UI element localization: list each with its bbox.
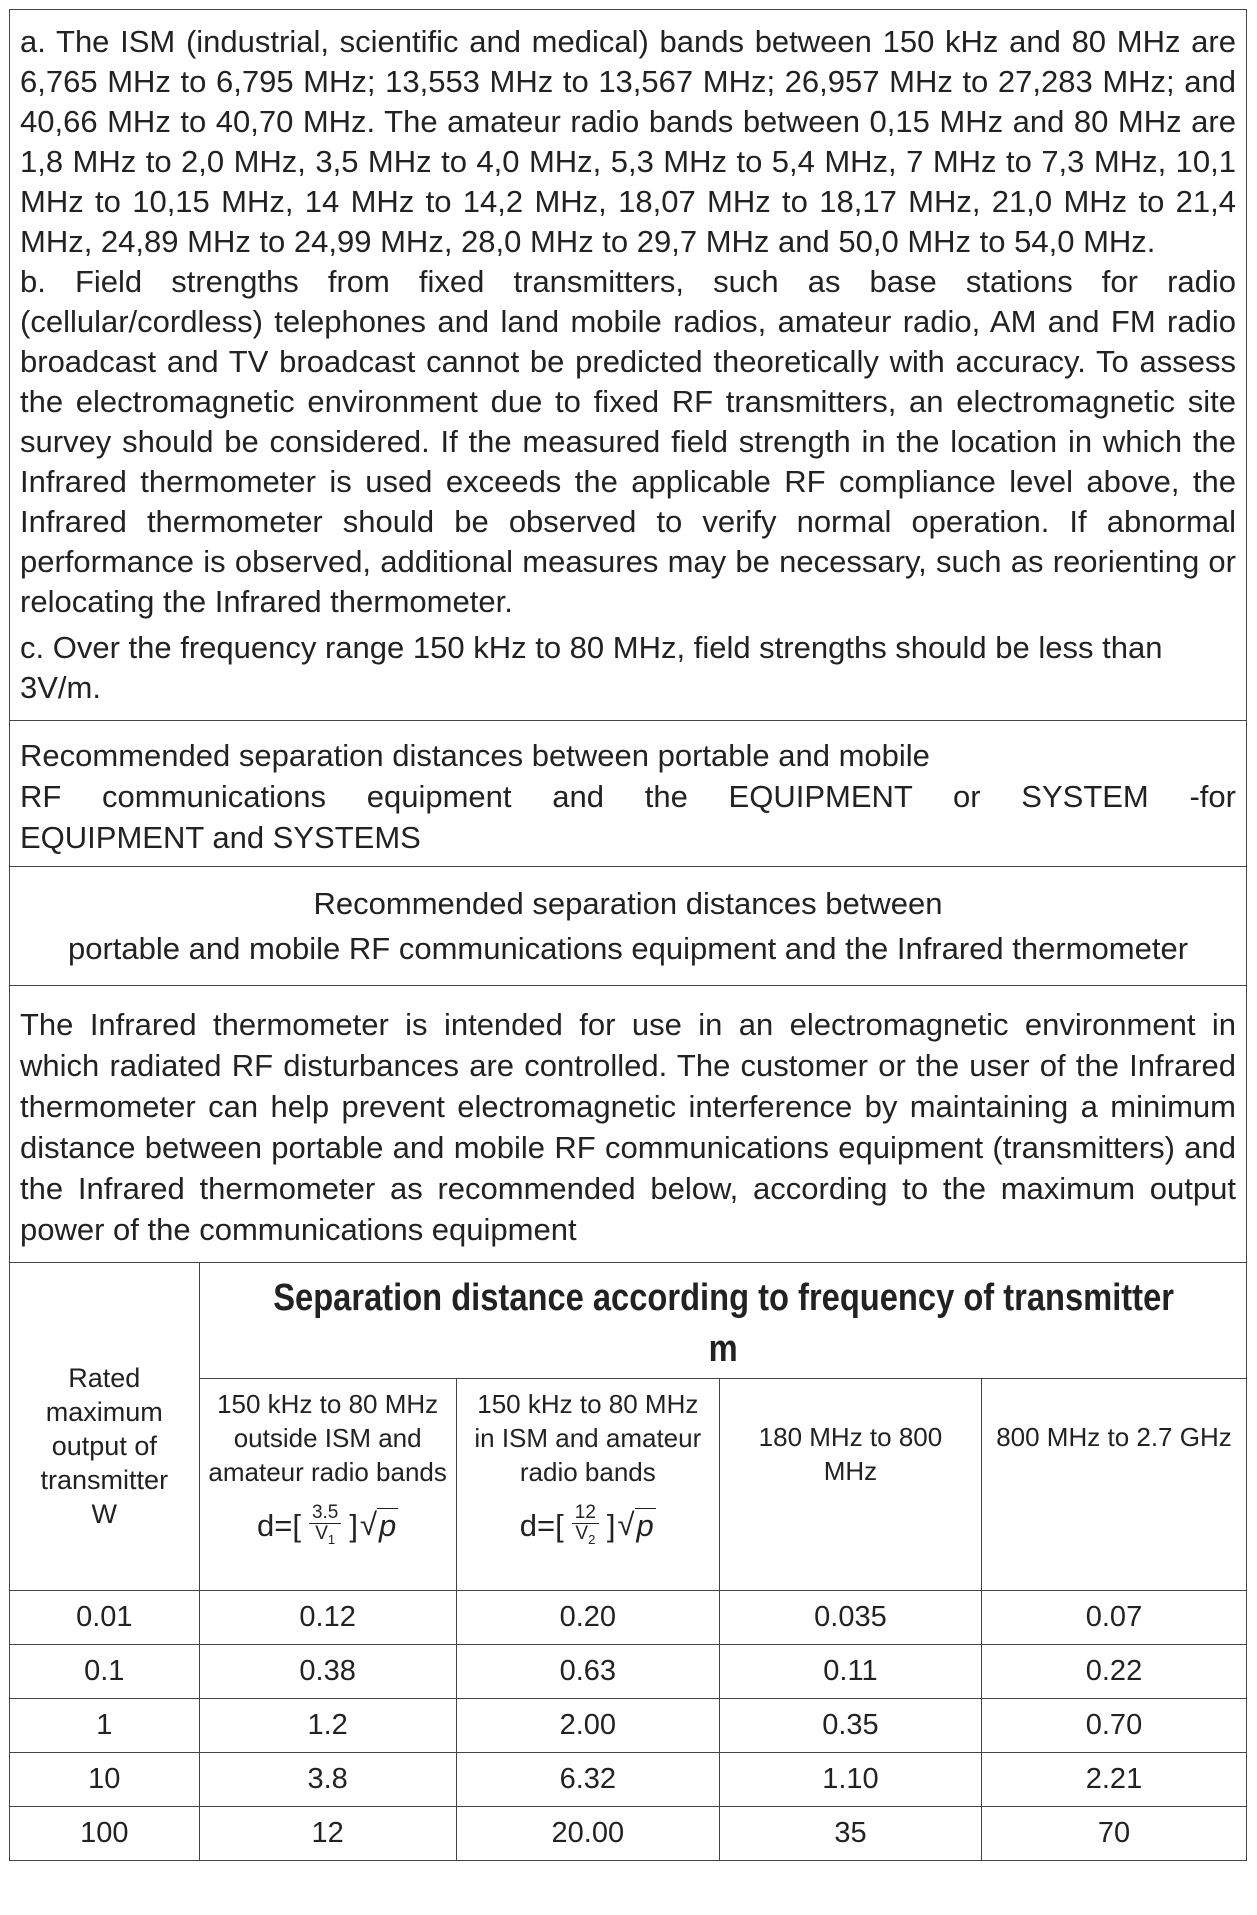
distance-cell: 0.035	[719, 1590, 981, 1644]
distance-cell: 0.11	[719, 1644, 981, 1698]
formula-numerator: 3.5	[309, 1503, 341, 1524]
distance-cell: 1.2	[199, 1698, 456, 1752]
rated-header-line: transmitter	[40, 1465, 169, 1496]
formula-prefix: d=[	[519, 1507, 564, 1543]
column-header-line: radio bands	[519, 1456, 656, 1487]
recommended-general-line1: Recommended separation distances between portable and mobile	[20, 738, 930, 773]
column-header-line: 150 kHz to 80 MHz	[217, 1388, 439, 1419]
distance-cell: 0.38	[199, 1644, 456, 1698]
formula-denominator	[312, 1524, 338, 1550]
rated-header-line: output of	[51, 1431, 157, 1462]
distance-cell: 2.00	[456, 1698, 719, 1752]
column-header-line: 150 kHz to 80 MHz	[477, 1388, 699, 1419]
rated-output-cell: 0.01	[10, 1590, 199, 1644]
formula-den-var: V	[315, 1522, 328, 1544]
column-header-800mhz-2.7ghz	[981, 1378, 1246, 1590]
separation-distance-table	[10, 1263, 1246, 1860]
distance-cell: 12	[199, 1806, 456, 1860]
distance-cell: 0.35	[719, 1698, 981, 1752]
recommended-specific-line2: portable and mobile RF communications equipment and the Infrared thermometer	[67, 931, 1189, 966]
column-header-line: in ISM and amateur	[474, 1422, 702, 1453]
formula-outside-ism	[257, 1503, 398, 1550]
distance-cell: 3.8	[199, 1752, 456, 1806]
distance-cell: 0.12	[199, 1590, 456, 1644]
recommended-specific-heading	[10, 867, 1246, 986]
separation-header-unit: m	[708, 1328, 738, 1371]
formula-prefix: d=[	[256, 1507, 301, 1543]
separation-header-title: Separation distance according to frequency of transmitter	[272, 1277, 1174, 1320]
distance-cell: 0.70	[981, 1698, 1246, 1752]
footnotes-section	[10, 10, 1246, 721]
column-header-outside-ism	[199, 1378, 456, 1590]
column-header-line: 800 MHz to 2.7 GHz	[996, 1422, 1232, 1452]
rated-header-line: maximum	[45, 1397, 163, 1428]
formula-numerator: 12	[572, 1503, 599, 1524]
sqrt-symbol: √ p	[360, 1507, 397, 1544]
intro-paragraph: The Infrared thermometer is intended for use in an electromagnetic environment in which radiated RF disturbances are controlled. The customer or the user of the Infrared thermometer can help prevent electromagnetic interference by maintaining a minimum distance between portable and mobile RF communications equipment (transmitters) and the Infrared thermometer as recommended below, according to the maximum output power of the communications equipment	[10, 986, 1246, 1263]
rated-header-line: Rated	[68, 1363, 141, 1394]
formula-fraction	[572, 1503, 599, 1550]
rated-output-cell: 1	[10, 1698, 199, 1752]
table-row	[10, 1698, 1246, 1752]
sqrt-symbol: √ p	[617, 1507, 654, 1544]
column-header-line: MHz	[823, 1456, 878, 1486]
table-row	[10, 1644, 1246, 1698]
formula-in-ism	[520, 1503, 656, 1550]
formula-radicand: p	[379, 1508, 397, 1544]
recommended-specific-line1: Recommended separation distances between	[313, 886, 943, 921]
column-header-line: amateur radio bands	[208, 1456, 447, 1487]
distance-cell: 35	[719, 1806, 981, 1860]
note-b: b. Field strengths from fixed transmitters, such as base stations for radio (cellular/cordless) telephones and land mobile radios, amateur radio, AM and FM radio broadcast and TV broadcast cannot be predicted theoretically with accuracy. To assess the electromagnetic environment due to fixed RF transmitters, an electromagnetic site survey should be considered. If the measured field strength in the location in which the Infrared thermometer is used exceeds the applicable RF compliance level above, the Infrared thermometer should be observed to verify normal operation. If abnormal performance is observed, additional measures may be necessary, such as reorienting or relocating the Infrared thermometer.	[20, 264, 1236, 619]
formula-fraction	[309, 1503, 341, 1550]
distance-cell: 20.00	[456, 1806, 719, 1860]
note-c: c. Over the frequency range 150 kHz to 80 MHz, field strengths should be less than 3V/m.	[20, 630, 1163, 705]
formula-radicand: p	[636, 1508, 654, 1544]
formula-den-var: V	[575, 1522, 589, 1544]
distance-cell: 6.32	[456, 1752, 719, 1806]
formula-suffix: ]	[349, 1507, 358, 1543]
distance-cell: 0.63	[456, 1644, 719, 1698]
rated-output-header	[10, 1263, 199, 1590]
recommended-general-line3: EQUIPMENT and SYSTEMS	[20, 820, 421, 855]
rated-header-line: W	[91, 1499, 118, 1530]
table-row	[10, 1806, 1246, 1860]
rated-output-cell: 100	[10, 1806, 199, 1860]
formula-den-sub: 1	[327, 1531, 336, 1547]
formula-denominator	[572, 1524, 598, 1550]
recommended-general-heading	[10, 721, 1246, 867]
document-page	[9, 9, 1247, 1861]
table-row	[10, 1752, 1246, 1806]
column-header-in-ism	[456, 1378, 719, 1590]
note-a: a. The ISM (industrial, scientific and medical) bands between 150 kHz and 80 MHz are 6,765 MHz to 6,795 MHz; 13,553 MHz to 13,567 MHz; 26,957 MHz to 27,283 MHz; and 40,66 MHz to 40,70 MHz. The amateur radio bands between 0,15 MHz and 80 MHz are 1,8 MHz to 2,0 MHz, 3,5 MHz to 4,0 MHz, 5,3 MHz to 5,4 MHz, 7 MHz to 7,3 MHz, 10,1 MHz to 10,15 MHz, 14 MHz to 14,2 MHz, 18,07 MHz to 18,17 MHz, 21,0 MHz to 21,4 MHz, 24,89 MHz to 24,99 MHz, 28,0 MHz to 29,7 MHz and 50,0 MHz to 54,0 MHz.	[20, 24, 1236, 259]
distance-cell: 0.07	[981, 1590, 1246, 1644]
distance-cell: 0.22	[981, 1644, 1246, 1698]
distance-cell: 2.21	[981, 1752, 1246, 1806]
distance-cell: 1.10	[719, 1752, 981, 1806]
column-header-180-800mhz	[719, 1378, 981, 1590]
rated-output-cell: 0.1	[10, 1644, 199, 1698]
formula-den-sub: 2	[588, 1531, 596, 1547]
separation-distance-header	[199, 1263, 1246, 1378]
rated-output-cell: 10	[10, 1752, 199, 1806]
formula-suffix: ]	[606, 1507, 616, 1543]
distance-cell: 0.20	[456, 1590, 719, 1644]
column-header-line: 180 MHz to 800	[758, 1422, 943, 1452]
recommended-general-line2: RF communications equipment and the EQUIPMENT or SYSTEM -for	[20, 779, 1236, 814]
distance-cell: 70	[981, 1806, 1246, 1860]
column-header-line: outside ISM and	[233, 1422, 422, 1453]
table-row	[10, 1590, 1246, 1644]
